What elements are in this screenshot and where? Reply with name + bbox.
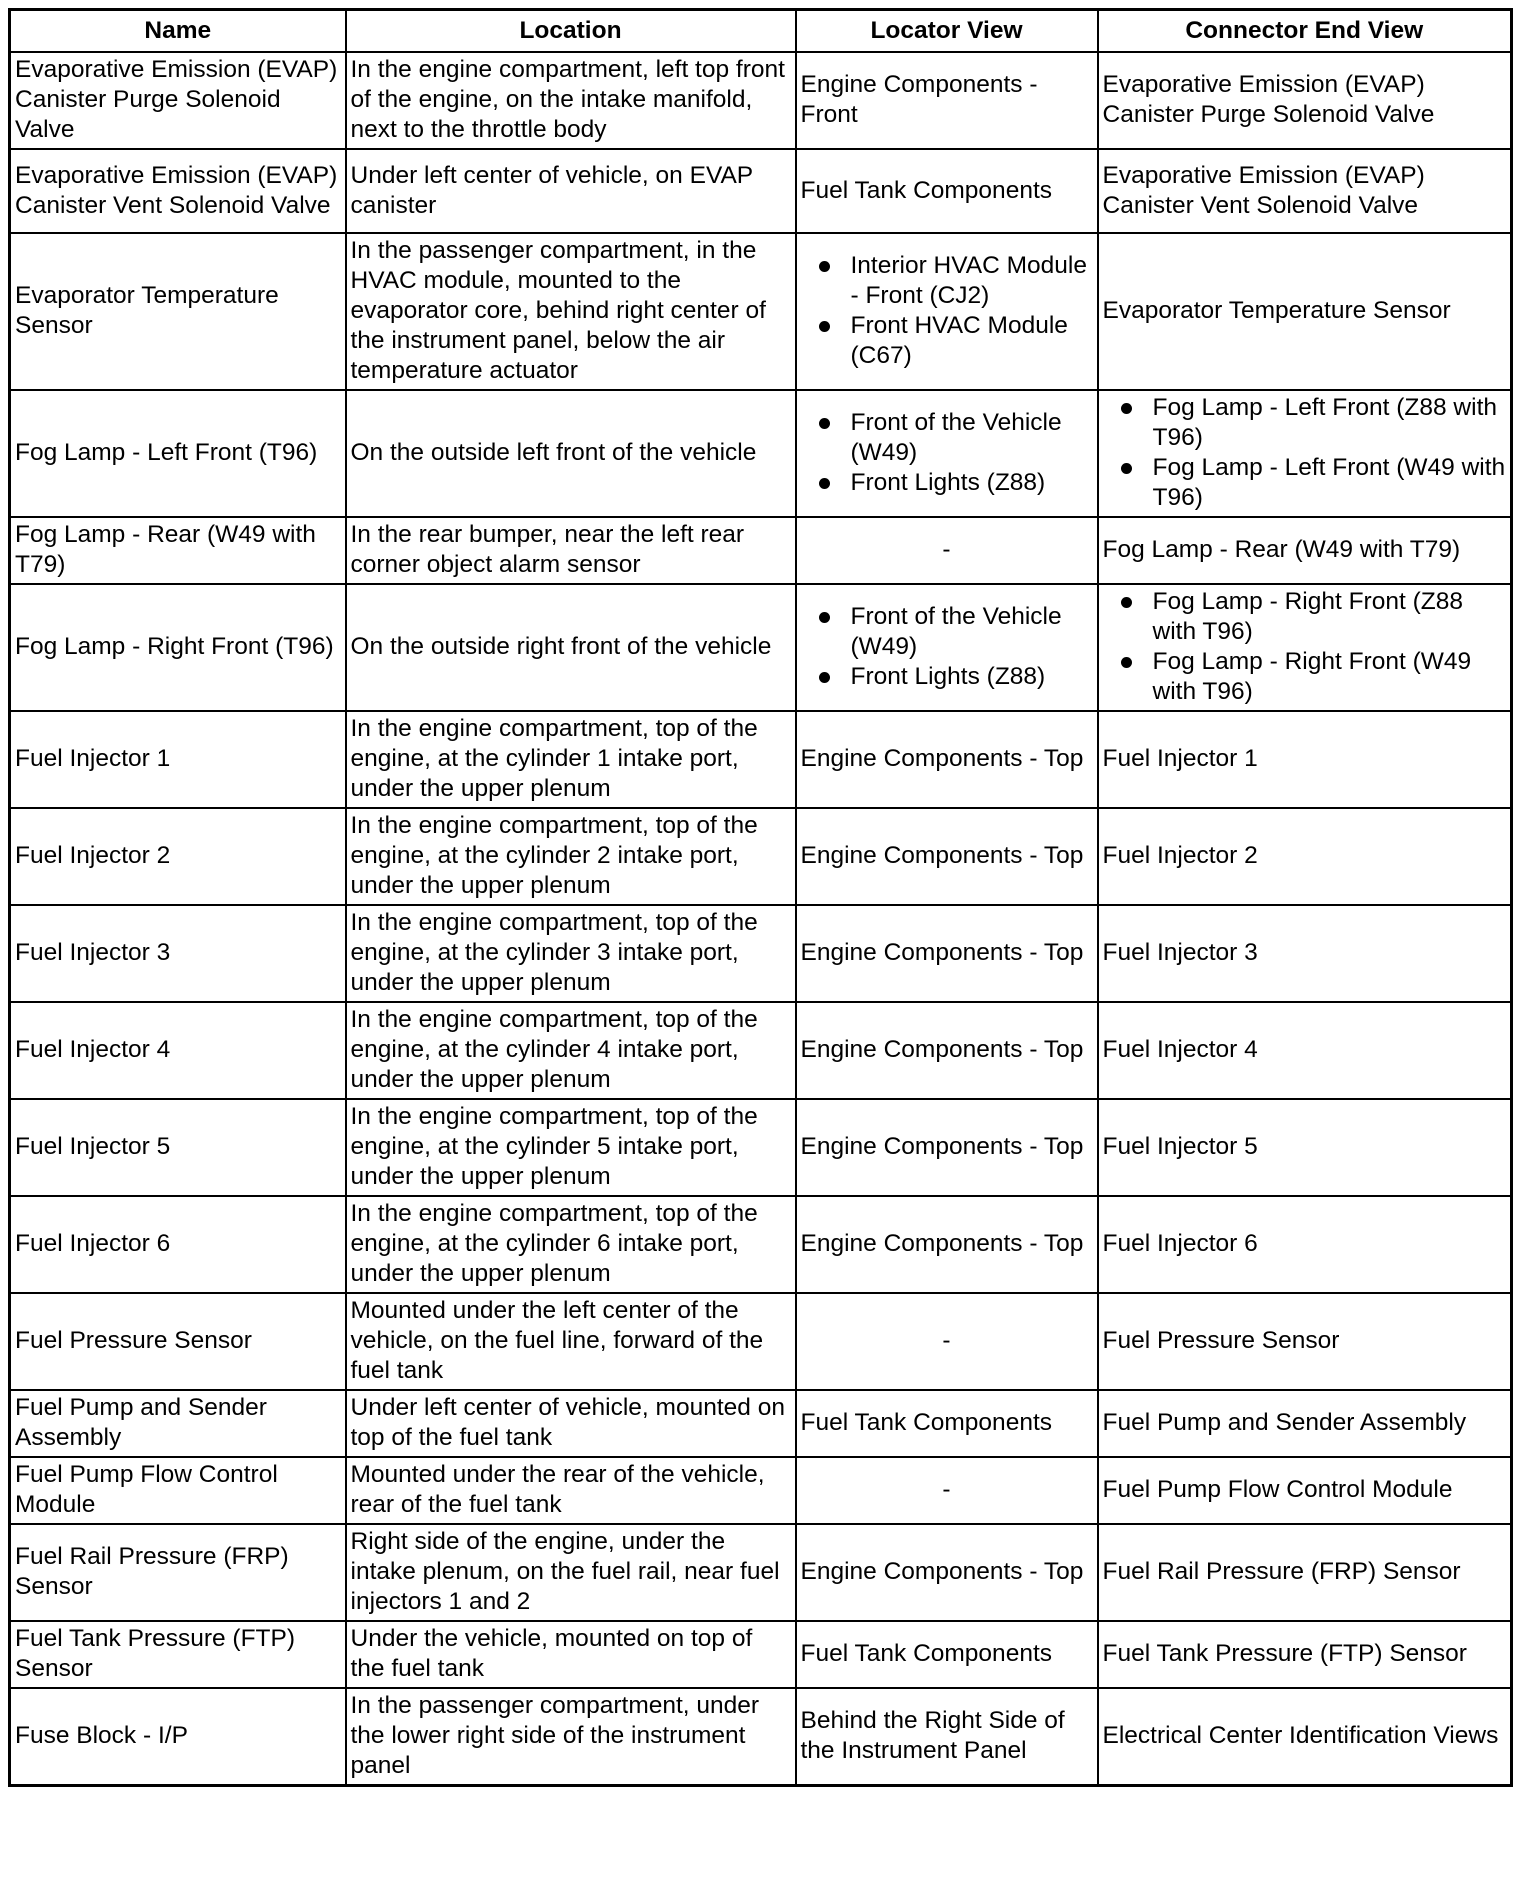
- cell-name: Fuel Injector 6: [10, 1196, 346, 1293]
- cell-location: In the engine compartment, top of the engine, at the cylinder 6 intake port, under the upper plenum: [346, 1196, 796, 1293]
- cell-locator-view: Engine Components - Top: [796, 1196, 1098, 1293]
- cell-name: Fuel Pump Flow Control Module: [10, 1457, 346, 1524]
- cell-location: Right side of the engine, under the intake plenum, on the fuel rail, near fuel injectors 1 and 2: [346, 1524, 796, 1621]
- table-row: [10, 52, 1512, 149]
- cell-connector-end-view: Fuel Injector 6: [1098, 1196, 1512, 1293]
- bullet-item: Front HVAC Module (C67): [817, 311, 1093, 371]
- table-row: [10, 1099, 1512, 1196]
- cell-name: Fuel Injector 1: [10, 711, 346, 808]
- cell-locator-view: -: [796, 1293, 1098, 1390]
- bullet-list: [801, 602, 1093, 692]
- cell-name: Fog Lamp - Rear (W49 with T79): [10, 517, 346, 584]
- bullet-item: Fog Lamp - Left Front (Z88 with T96): [1119, 393, 1507, 453]
- cell-locator-view: Engine Components - Top: [796, 905, 1098, 1002]
- cell-connector-end-view: Fuel Injector 2: [1098, 808, 1512, 905]
- cell-name: Fuel Injector 5: [10, 1099, 346, 1196]
- cell-connector-end-view: Fuel Injector 1: [1098, 711, 1512, 808]
- bullet-item: Front Lights (Z88): [817, 662, 1093, 692]
- cell-location: In the engine compartment, top of the engine, at the cylinder 4 intake port, under the upper plenum: [346, 1002, 796, 1099]
- cell-connector-end-view: Fuel Pump Flow Control Module: [1098, 1457, 1512, 1524]
- table-row: [10, 233, 1512, 390]
- table-row: [10, 390, 1512, 517]
- cell-locator-view: Engine Components - Top: [796, 1099, 1098, 1196]
- cell-locator-view: -: [796, 1457, 1098, 1524]
- cell-locator-view: Fuel Tank Components: [796, 1621, 1098, 1688]
- header-name: Name: [10, 10, 346, 53]
- cell-name: Fuel Tank Pressure (FTP) Sensor: [10, 1621, 346, 1688]
- cell-connector-end-view: Fog Lamp - Rear (W49 with T79): [1098, 517, 1512, 584]
- cell-location: Under left center of vehicle, on EVAP canister: [346, 149, 796, 233]
- cell-location: In the engine compartment, top of the engine, at the cylinder 1 intake port, under the upper plenum: [346, 711, 796, 808]
- cell-location: Mounted under the left center of the vehicle, on the fuel line, forward of the fuel tank: [346, 1293, 796, 1390]
- cell-name: Fog Lamp - Left Front (T96): [10, 390, 346, 517]
- table-row: [10, 1457, 1512, 1524]
- cell-name: Fuel Injector 4: [10, 1002, 346, 1099]
- table-row: [10, 1524, 1512, 1621]
- cell-location: In the passenger compartment, under the lower right side of the instrument panel: [346, 1688, 796, 1786]
- cell-name: Fuel Pump and Sender Assembly: [10, 1390, 346, 1457]
- header-connector-end-view: Connector End View: [1098, 10, 1512, 53]
- cell-locator-view: Behind the Right Side of the Instrument Panel: [796, 1688, 1098, 1786]
- bullet-list: [1103, 587, 1507, 707]
- cell-connector-end-view: Evaporative Emission (EVAP) Canister Purge Solenoid Valve: [1098, 52, 1512, 149]
- cell-locator-view: Engine Components - Front: [796, 52, 1098, 149]
- cell-location: In the engine compartment, top of the engine, at the cylinder 2 intake port, under the upper plenum: [346, 808, 796, 905]
- cell-name: Evaporator Temperature Sensor: [10, 233, 346, 390]
- bullet-item: Front of the Vehicle (W49): [817, 408, 1093, 468]
- table-row: [10, 808, 1512, 905]
- cell-name: Fuel Injector 2: [10, 808, 346, 905]
- bullet-item: Fog Lamp - Right Front (Z88 with T96): [1119, 587, 1507, 647]
- cell-locator-view: Fuel Tank Components: [796, 1390, 1098, 1457]
- cell-connector-end-view: Electrical Center Identification Views: [1098, 1688, 1512, 1786]
- cell-connector-end-view: Fuel Injector 5: [1098, 1099, 1512, 1196]
- cell-location: In the engine compartment, top of the engine, at the cylinder 5 intake port, under the upper plenum: [346, 1099, 796, 1196]
- cell-location: On the outside right front of the vehicle: [346, 584, 796, 711]
- cell-locator-view: Engine Components - Top: [796, 1524, 1098, 1621]
- cell-locator-view: Engine Components - Top: [796, 711, 1098, 808]
- bullet-list: [801, 251, 1093, 371]
- cell-locator-view: -: [796, 517, 1098, 584]
- cell-location: Mounted under the rear of the vehicle, rear of the fuel tank: [346, 1457, 796, 1524]
- bullet-list: [801, 408, 1093, 498]
- cell-locator-view: [796, 584, 1098, 711]
- table-row: [10, 1390, 1512, 1457]
- cell-connector-end-view: [1098, 390, 1512, 517]
- cell-name: Fuel Injector 3: [10, 905, 346, 1002]
- cell-locator-view: Fuel Tank Components: [796, 149, 1098, 233]
- table-body: [10, 52, 1512, 1786]
- cell-connector-end-view: Fuel Tank Pressure (FTP) Sensor: [1098, 1621, 1512, 1688]
- cell-connector-end-view: Evaporative Emission (EVAP) Canister Vent Solenoid Valve: [1098, 149, 1512, 233]
- table-row: [10, 1196, 1512, 1293]
- cell-name: Evaporative Emission (EVAP) Canister Purge Solenoid Valve: [10, 52, 346, 149]
- cell-locator-view: Engine Components - Top: [796, 808, 1098, 905]
- cell-name: Evaporative Emission (EVAP) Canister Vent Solenoid Valve: [10, 149, 346, 233]
- table-row: [10, 905, 1512, 1002]
- bullet-list: [1103, 393, 1507, 513]
- table-row: [10, 584, 1512, 711]
- document-page: [8, 8, 1510, 1787]
- cell-location: On the outside left front of the vehicle: [346, 390, 796, 517]
- cell-location: Under left center of vehicle, mounted on top of the fuel tank: [346, 1390, 796, 1457]
- cell-connector-end-view: Fuel Rail Pressure (FRP) Sensor: [1098, 1524, 1512, 1621]
- table-header-row: [10, 10, 1512, 53]
- cell-name: Fuel Rail Pressure (FRP) Sensor: [10, 1524, 346, 1621]
- component-locator-table: [8, 8, 1513, 1787]
- cell-connector-end-view: Fuel Pressure Sensor: [1098, 1293, 1512, 1390]
- header-location: Location: [346, 10, 796, 53]
- table-row: [10, 1621, 1512, 1688]
- cell-connector-end-view: Evaporator Temperature Sensor: [1098, 233, 1512, 390]
- header-locator-view: Locator View: [796, 10, 1098, 53]
- cell-location: In the rear bumper, near the left rear corner object alarm sensor: [346, 517, 796, 584]
- bullet-item: Interior HVAC Module - Front (CJ2): [817, 251, 1093, 311]
- cell-locator-view: [796, 390, 1098, 517]
- table-row: [10, 1293, 1512, 1390]
- cell-location: In the passenger compartment, in the HVAC module, mounted to the evaporator core, behind right center of the instrument panel, below the air temperature actuator: [346, 233, 796, 390]
- cell-locator-view: Engine Components - Top: [796, 1002, 1098, 1099]
- bullet-item: Front of the Vehicle (W49): [817, 602, 1093, 662]
- cell-name: Fog Lamp - Right Front (T96): [10, 584, 346, 711]
- cell-connector-end-view: [1098, 584, 1512, 711]
- bullet-item: Fog Lamp - Right Front (W49 with T96): [1119, 647, 1507, 707]
- bullet-item: Fog Lamp - Left Front (W49 with T96): [1119, 453, 1507, 513]
- cell-name: Fuel Pressure Sensor: [10, 1293, 346, 1390]
- table-row: [10, 711, 1512, 808]
- table-row: [10, 149, 1512, 233]
- table-row: [10, 1002, 1512, 1099]
- cell-location: In the engine compartment, left top front of the engine, on the intake manifold, next to the throttle body: [346, 52, 796, 149]
- cell-name: Fuse Block - I/P: [10, 1688, 346, 1786]
- table-row: [10, 1688, 1512, 1786]
- cell-connector-end-view: Fuel Injector 3: [1098, 905, 1512, 1002]
- cell-location: Under the vehicle, mounted on top of the fuel tank: [346, 1621, 796, 1688]
- bullet-item: Front Lights (Z88): [817, 468, 1093, 498]
- cell-locator-view: [796, 233, 1098, 390]
- cell-connector-end-view: Fuel Injector 4: [1098, 1002, 1512, 1099]
- cell-location: In the engine compartment, top of the engine, at the cylinder 3 intake port, under the upper plenum: [346, 905, 796, 1002]
- table-row: [10, 517, 1512, 584]
- cell-connector-end-view: Fuel Pump and Sender Assembly: [1098, 1390, 1512, 1457]
